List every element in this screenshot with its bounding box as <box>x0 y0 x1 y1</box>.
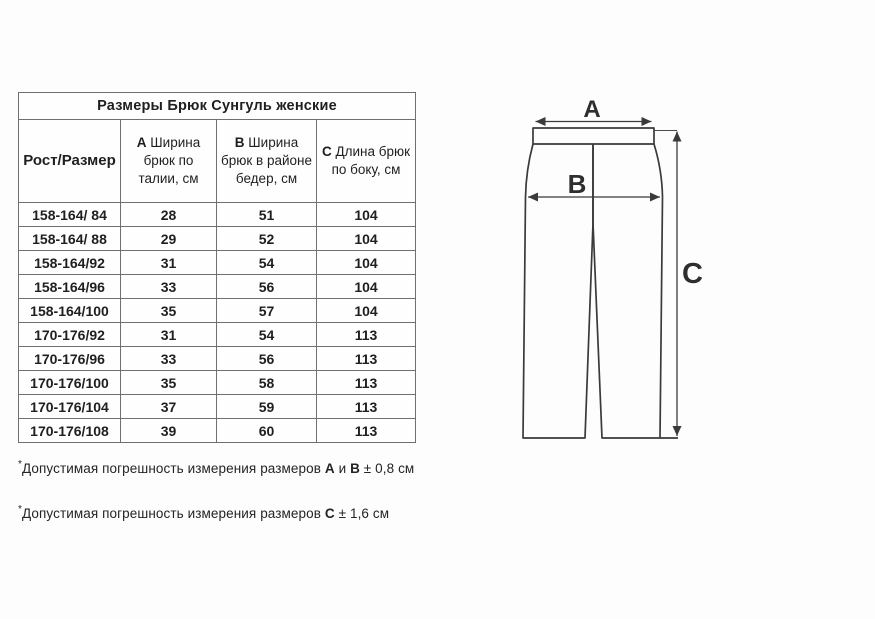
cell-size: 170-176/100 <box>19 371 121 395</box>
cell-b: 59 <box>217 395 317 419</box>
cell-size: 170-176/108 <box>19 419 121 443</box>
cell-size: 158-164/92 <box>19 251 121 275</box>
cell-c: 104 <box>317 227 416 251</box>
footnote-c-tolerance: *Допустимая погрешность измерения размеров C ± 1,6 см <box>18 504 390 521</box>
cell-c: 104 <box>317 299 416 323</box>
cell-c: 113 <box>317 419 416 443</box>
waistband <box>533 128 654 144</box>
cell-size: 170-176/92 <box>19 323 121 347</box>
cell-b: 60 <box>217 419 317 443</box>
cell-b: 51 <box>217 203 317 227</box>
cell-size: 158-164/ 84 <box>19 203 121 227</box>
cell-size: 170-176/104 <box>19 395 121 419</box>
cell-c: 113 <box>317 371 416 395</box>
cell-b: 56 <box>217 275 317 299</box>
cell-b: 56 <box>217 347 317 371</box>
cell-a: 35 <box>121 299 217 323</box>
cell-a: 35 <box>121 371 217 395</box>
cell-b: 54 <box>217 251 317 275</box>
cell-size: 158-164/ 88 <box>19 227 121 251</box>
table-row <box>19 227 416 251</box>
cell-a: 33 <box>121 347 217 371</box>
cell-a: 28 <box>121 203 217 227</box>
table-title-row <box>19 93 416 120</box>
label-a: A <box>583 96 601 123</box>
table-title: Размеры Брюк Сунгуль женские <box>19 93 416 120</box>
cell-a: 33 <box>121 275 217 299</box>
size-table <box>18 92 416 443</box>
table-row <box>19 299 416 323</box>
cell-b: 57 <box>217 299 317 323</box>
table-row <box>19 203 416 227</box>
footnote-ab-tolerance: *Допустимая погрешность измерения размеров A и B ± 0,8 см <box>18 459 415 476</box>
cell-b: 58 <box>217 371 317 395</box>
table-row <box>19 347 416 371</box>
cell-size: 170-176/96 <box>19 347 121 371</box>
cell-a: 37 <box>121 395 217 419</box>
cell-b: 54 <box>217 323 317 347</box>
cell-c: 104 <box>317 203 416 227</box>
cell-a: 39 <box>121 419 217 443</box>
label-b: B <box>567 169 587 199</box>
table-row <box>19 419 416 443</box>
table-row <box>19 371 416 395</box>
label-c: C <box>682 258 703 290</box>
table-header-row <box>19 120 416 203</box>
column-header-hips: B Ширина брюк в районе бедер, см <box>217 120 317 203</box>
cell-c: 113 <box>317 323 416 347</box>
cell-c: 104 <box>317 275 416 299</box>
table-row <box>19 251 416 275</box>
column-header-size: Рост/Размер <box>19 120 121 203</box>
cell-size: 158-164/96 <box>19 275 121 299</box>
right-leg-outline <box>593 144 663 438</box>
cell-size: 158-164/100 <box>19 299 121 323</box>
table-row <box>19 395 416 419</box>
cell-b: 52 <box>217 227 317 251</box>
cell-c: 104 <box>317 251 416 275</box>
cell-a: 31 <box>121 251 217 275</box>
cell-a: 31 <box>121 323 217 347</box>
column-header-length: C Длина брюк по боку, см <box>317 120 416 203</box>
table-row <box>19 323 416 347</box>
table-row <box>19 275 416 299</box>
cell-c: 113 <box>317 395 416 419</box>
pants-diagram <box>490 85 730 460</box>
cell-c: 113 <box>317 347 416 371</box>
column-header-waist: A Ширина брюк по талии, см <box>121 120 217 203</box>
cell-a: 29 <box>121 227 217 251</box>
